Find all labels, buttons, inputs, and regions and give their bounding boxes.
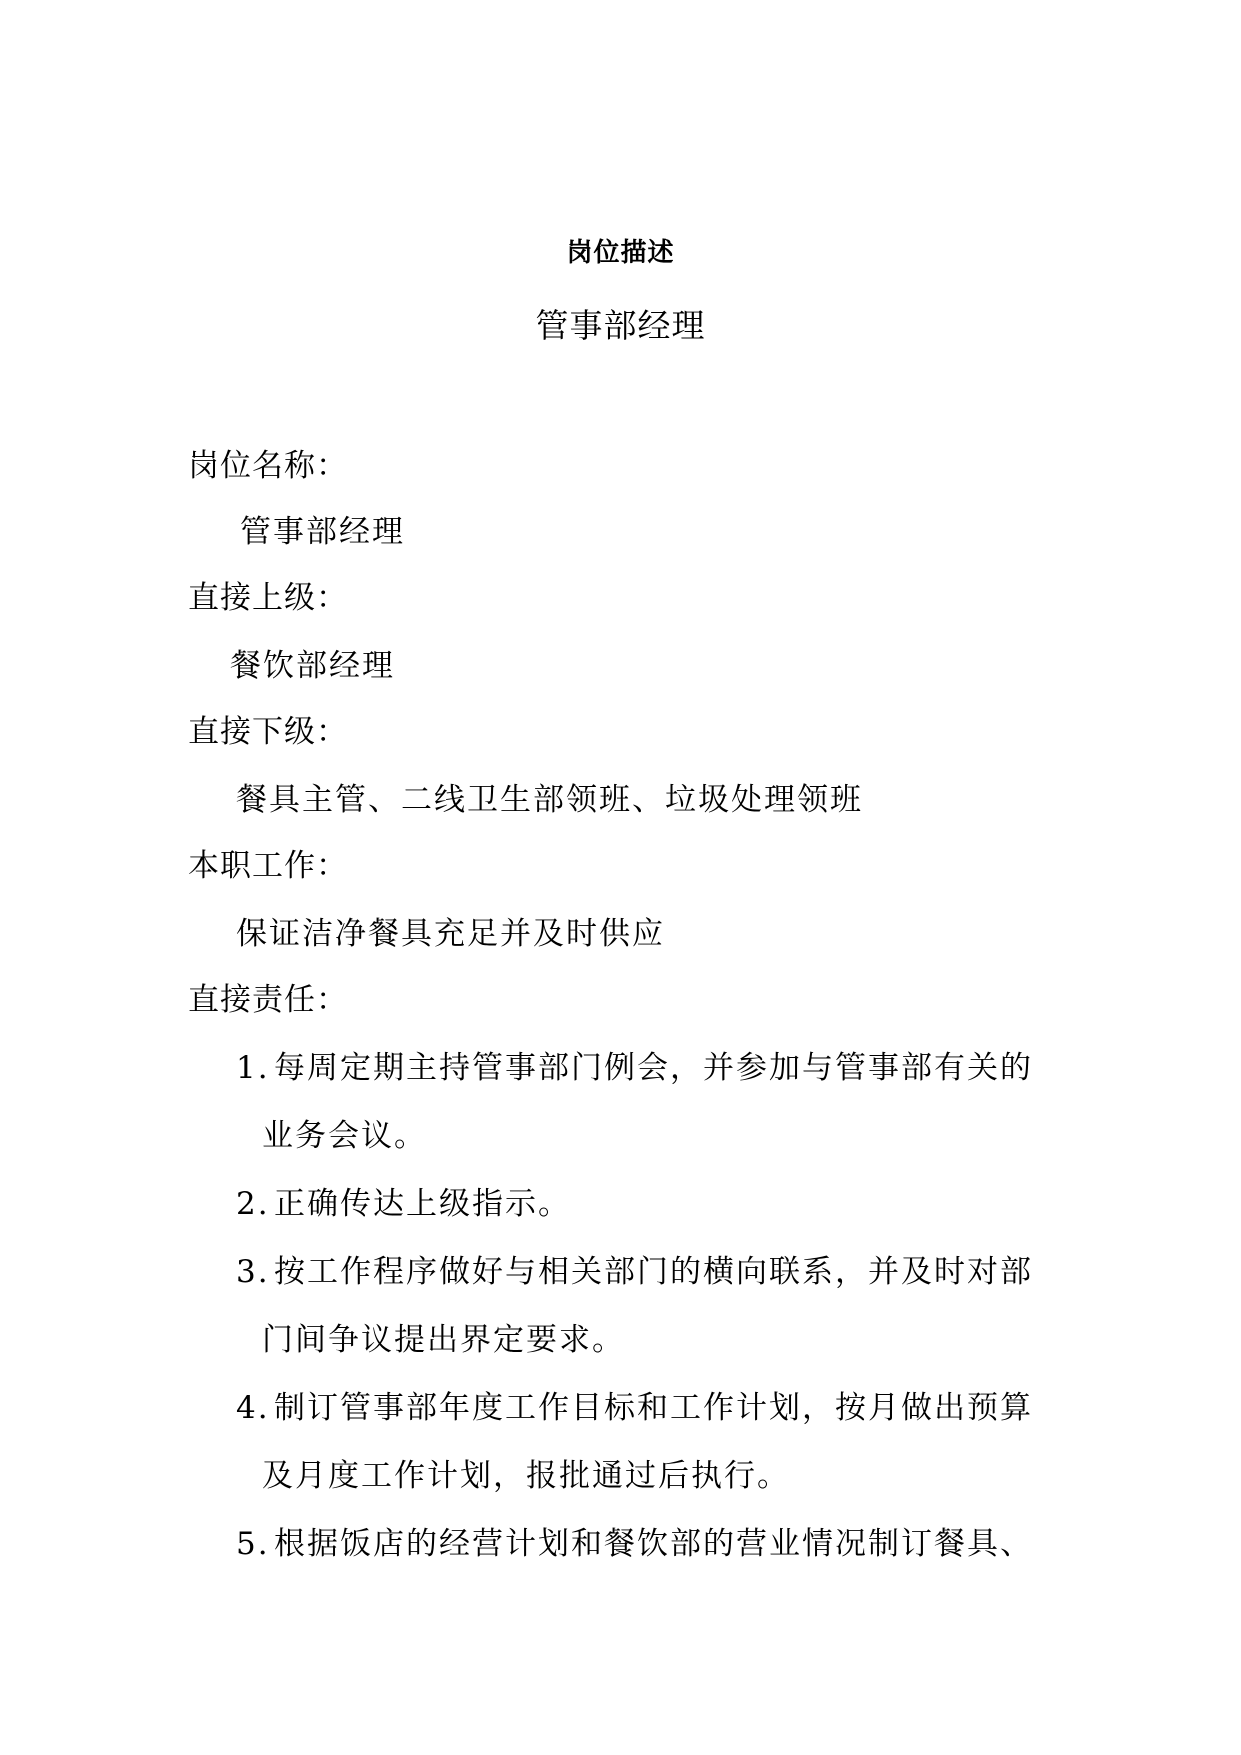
responsibility-item-4 <box>236 1382 1033 1427</box>
item-number: 2. <box>236 1186 270 1222</box>
direct-subordinates-label: 直接下级： <box>188 714 348 750</box>
item-number: 1. <box>236 1050 270 1086</box>
item-text: 根据饭店的经营计划和餐饮部的营业情况制订餐具、 <box>274 1526 1033 1562</box>
core-work-label: 本职工作： <box>188 848 348 884</box>
responsibility-item-3 <box>236 1246 1033 1291</box>
direct-responsibilities-label: 直接责任： <box>188 982 348 1018</box>
item-text: 正确传达上级指示。 <box>274 1186 571 1222</box>
item-number: 3. <box>236 1254 270 1290</box>
position-name-value: 管事部经理 <box>240 514 405 550</box>
responsibility-item-1-continuation: 业务会议。 <box>262 1118 427 1154</box>
item-text: 按工作程序做好与相关部门的横向联系，并及时对部 <box>274 1254 1033 1290</box>
responsibility-item-2 <box>236 1178 571 1223</box>
item-text: 每周定期主持管事部门例会，并参加与管事部有关的 <box>274 1050 1033 1086</box>
responsibility-item-3-continuation: 门间争议提出界定要求。 <box>262 1322 625 1358</box>
direct-superior-label: 直接上级： <box>188 580 348 616</box>
position-name-label: 岗位名称： <box>188 448 348 484</box>
item-number: 4. <box>236 1390 270 1426</box>
responsibility-item-5 <box>236 1518 1033 1563</box>
document-header: 岗位描述 <box>566 238 675 268</box>
direct-subordinates-value: 餐具主管、二线卫生部领班、垃圾处理领班 <box>236 782 863 818</box>
document-title: 管事部经理 <box>535 306 706 345</box>
core-work-value: 保证洁净餐具充足并及时供应 <box>236 916 665 952</box>
responsibility-item-4-continuation: 及月度工作计划，报批通过后执行。 <box>262 1458 790 1494</box>
responsibility-item-1 <box>236 1042 1033 1087</box>
direct-superior-value: 餐饮部经理 <box>230 648 395 684</box>
item-number: 5. <box>236 1526 270 1562</box>
item-text: 制订管事部年度工作目标和工作计划，按月做出预算 <box>274 1390 1033 1426</box>
